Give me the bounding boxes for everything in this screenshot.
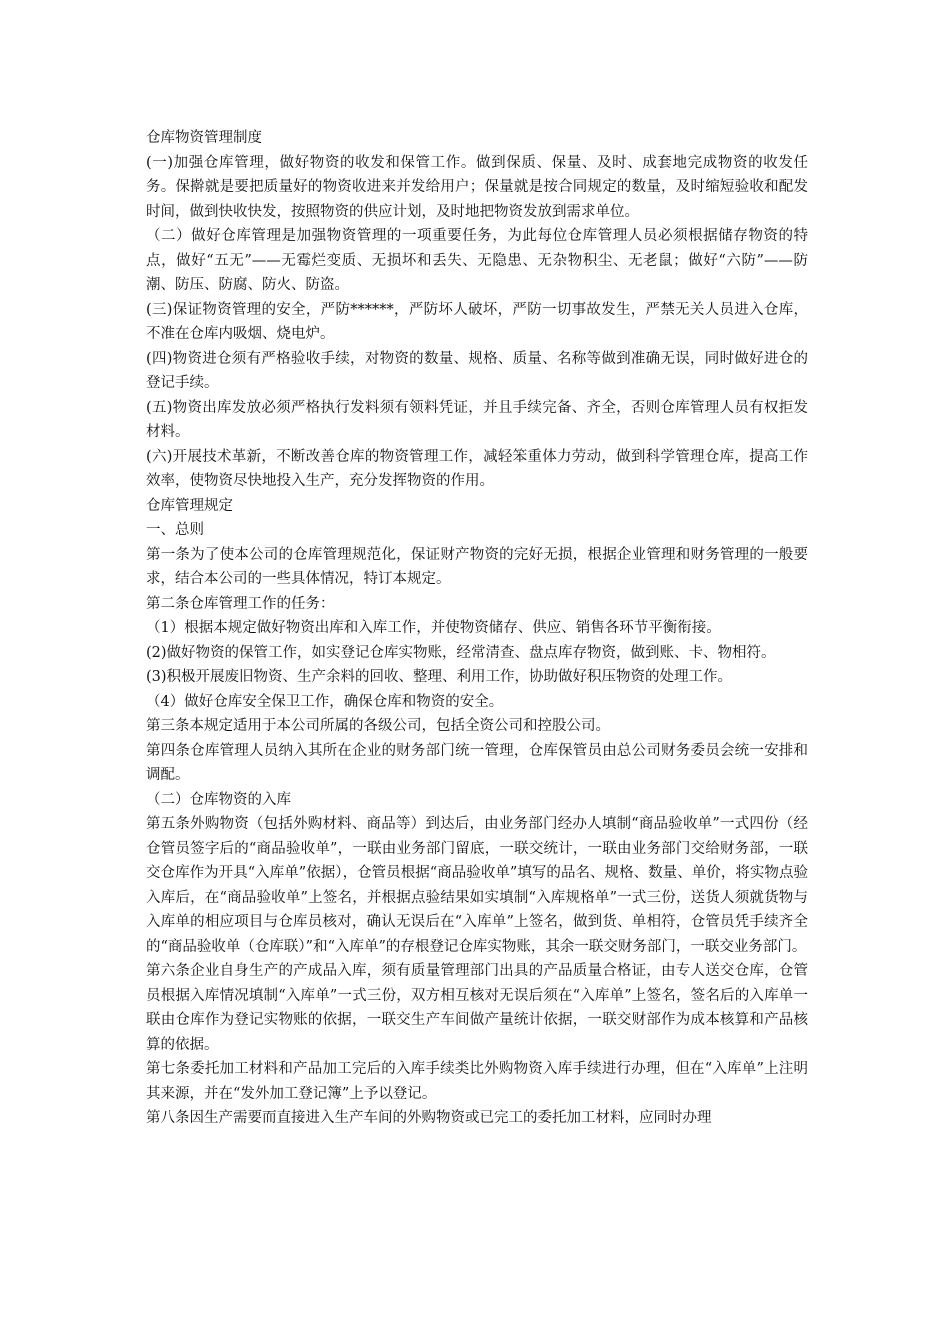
article-2: 第二条仓库管理工作的任务：: [146, 595, 335, 612]
article-6: 第六条企业自身生产的产成品入库，须有质量管理部门出具的产品质量合格证，由专人送交仓库，仓管员根据入库情况填制“入库单”一式三份，双方相互核对无误后须在“入库单”上签名，签名后的入库单一联由仓库作为登记实物账的依据，一联交生产车间做产量统计依据，一联交财部作为成本核算和产品核算的依据。: [146, 963, 808, 1053]
section-heading-inbound: （二）仓库物资的入库: [146, 791, 291, 808]
section-title-warehouse-rules: 仓库管理规定: [146, 497, 233, 514]
article-2-item-4: （4）做好仓库安全保卫工作，确保仓库和物资的安全。: [146, 693, 504, 710]
document-page: [146, 126, 808, 1131]
article-2-item-3: (3)积极开展废旧物资、生产余料的回收、整理、利用工作，协助做好积压物资的处理工作。: [146, 669, 733, 685]
paragraph-1: (一)加强仓库管理，做好物资的收发和保管工作。做到保质、保量、及时、成套地完成物资的收发任务。保擀就是要把质量好的物资收进来并发给用户；保量就是按合同规定的数量，及时缩短验收和配发时间，做到快收快发，按照物资的供应计划，及时地把物资发放到需求单位。: [146, 154, 808, 220]
paragraph-2: （二）做好仓库管理是加强物资管理的一项重要任务，为此每位仓库管理人员必须根据储存物资的特点，做好“五无”——无霉烂变质、无损坏和丢失、无隐患、无杂物积尘、无老鼠；做好“六防”——防潮、防压、防腐、防火、防盗。: [146, 228, 808, 293]
article-4: 第四条仓库管理人员纳入其所在企业的财务部门统一管理，仓库保管员由总公司财务委员会统一安排和调配。: [146, 742, 808, 783]
article-1: 第一条为了使本公司的仓库管理规范化，保证财产物资的完好无损，根据企业管理和财务管理的一般要求，结合本公司的一些具体情况，特订本规定。: [146, 546, 808, 587]
section-heading-general: 一、总则: [146, 522, 204, 538]
article-7: 第七条委托加工材料和产品加工完后的入库手续类比外购物资入库手续进行办理，但在“入库单”上注明其来源，并在“发外加工登记簿”上予以登记。: [146, 1061, 808, 1102]
paragraph-5: (五)物资出库发放必须严格执行发料须有领料凭证，并且手续完备、齐全，否则仓库管理人员有权拒发材料。: [146, 399, 808, 440]
paragraph-6: (六)开展技术革新，不断改善仓库的物资管理工作，减轻笨重体力劳动，做到科学管理仓库，提高工作效率，使物资尽快地投入生产，充分发挥物资的作用。: [146, 448, 808, 489]
article-5: 第五条外购物资（包括外购材料、商品等）到达后，由业务部门经办人填制“商品验收单”一式四份（经仓管员签字后的“商品验收单”，一联由业务部门留底，一联交统计，一联由业务部门交给财务部，一联交仓库作为开具“入库单”依据），仓管员根据“商品验收单”填写的品名、规格、数量、单价，将实物点验入库后，在“商品验收单”上签名，并根据点验结果如实填制“入库规格单”一式三份，送货人须就货物与入库单的相应项目与仓库员核对，确认无误后在“入库单”上签名，做到货、单相符，仓管员凭手续齐全的“商品验收单（仓库联）”和“入库单”的存根登记仓库实物账，其余一联交财务部门，一联交业务部门。: [146, 816, 808, 955]
article-8: 第八条因生产需要而直接进入生产车间的外购物资或已完工的委托加工材料，应同时办理: [146, 1110, 712, 1126]
article-3: 第三条本规定适用于本公司所属的各级公司，包括全资公司和控股公司。: [146, 718, 610, 734]
paragraph-4: (四)物资进仓须有严格验收手续，对物资的数量、规格、质量、名称等做到准确无误，同时做好进仓的登记手续。: [146, 350, 808, 391]
doc-title-warehouse-material-system: 仓库物资管理制度: [146, 130, 262, 146]
paragraph-3: (三)保证物资管理的安全，严防******，严防坏人破坏，严防一切事故发生，严禁无关人员进入仓库，不准在仓库内吸烟、烧电炉。: [146, 301, 808, 342]
article-2-item-2: (2)做好物资的保管工作，如实登记仓库实物账，经常清查、盘点库存物资，做到账、卡、物相符。: [146, 644, 776, 661]
article-2-item-1: （1）根据本规定做好物资出库和入库工作，并使物资储存、供应、销售各环节平衡衔接。: [146, 620, 721, 636]
